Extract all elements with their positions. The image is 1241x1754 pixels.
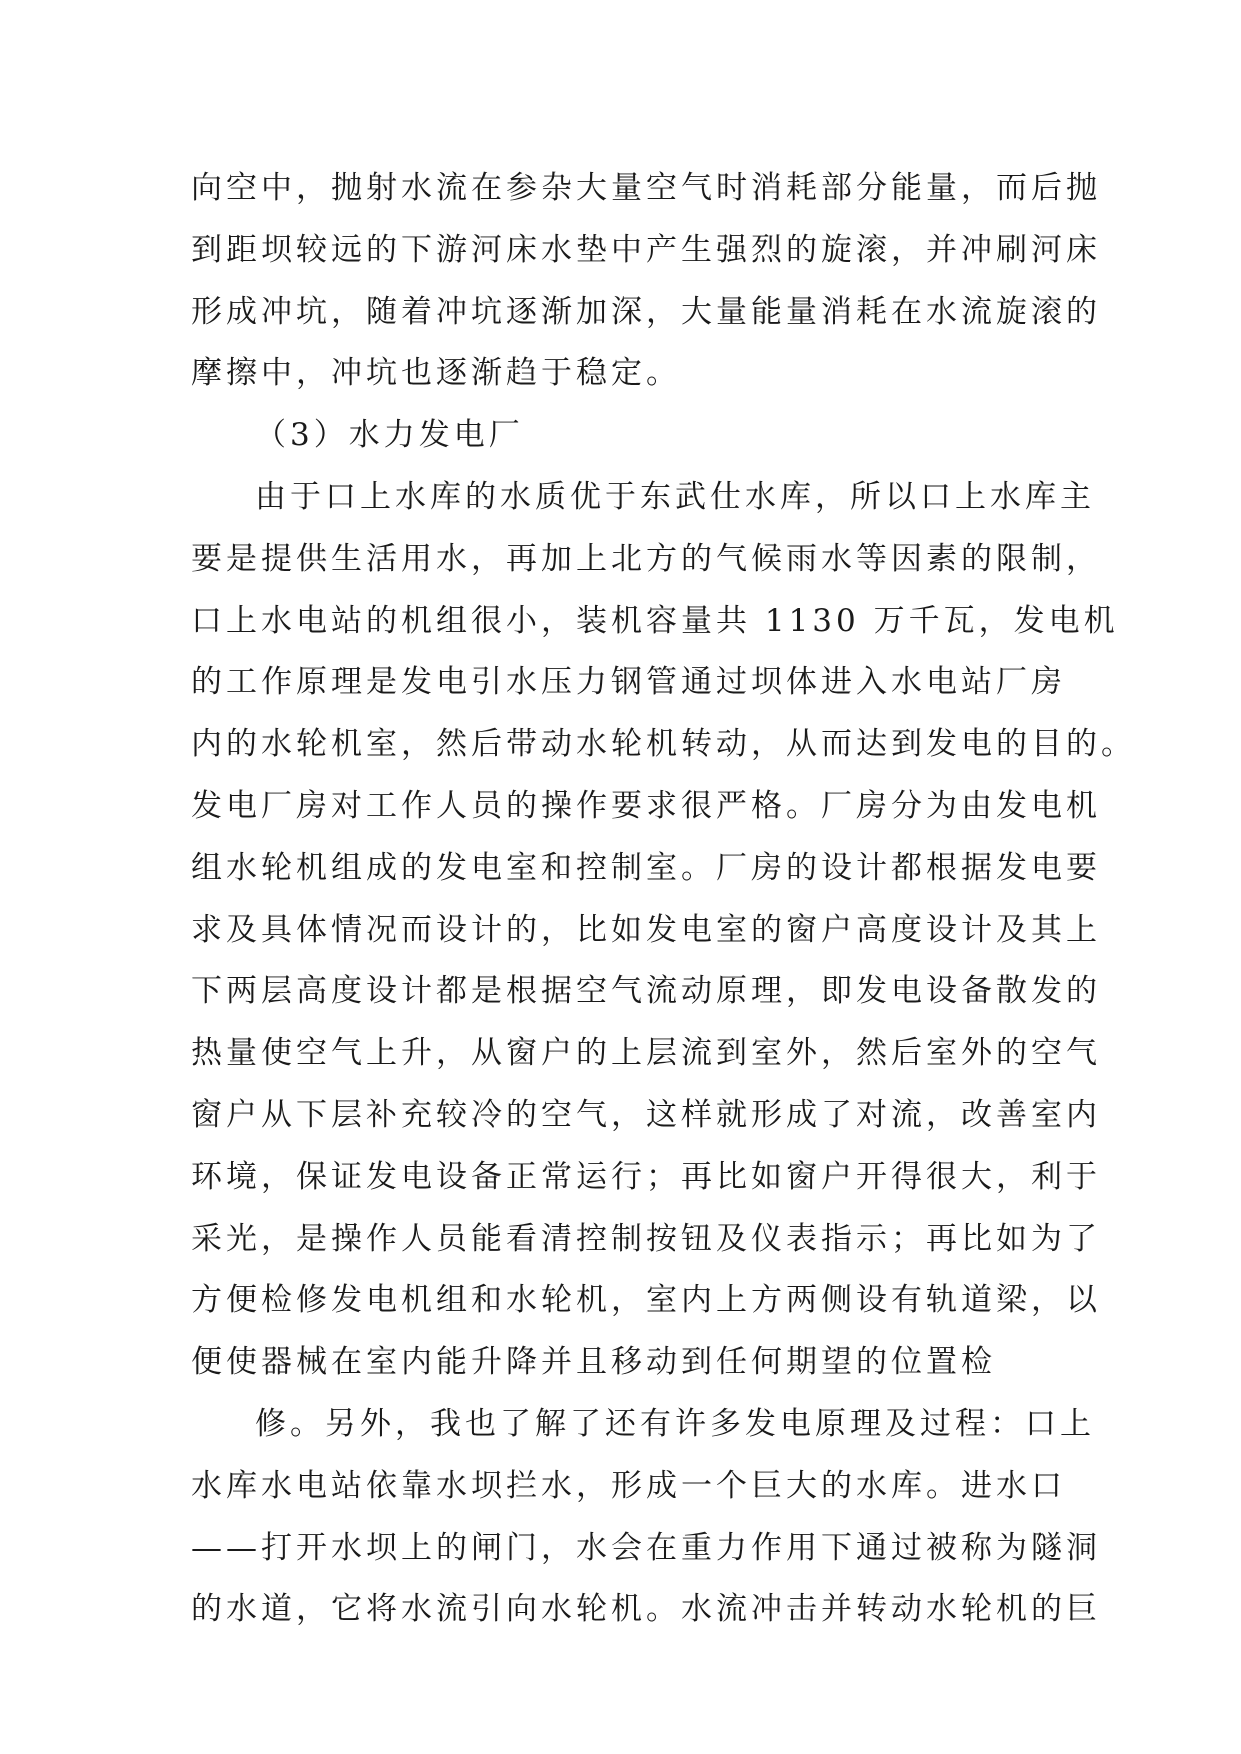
- text-line: 的水道，它将水流引向水轮机。水流冲击并转动水轮机的巨: [191, 1591, 1101, 1628]
- text-line: ——打开水坝上的闸门，水会在重力作用下通过被称为隧洞: [191, 1529, 1101, 1566]
- document-body: [191, 158, 1136, 1641]
- text-line: 环境，保证发电设备正常运行；再比如窗户开得很大，利于: [191, 1158, 1101, 1195]
- text-line: 的工作原理是发电引水压力钢管通过坝体进入水电站厂房: [191, 664, 1066, 701]
- text-line: 到距坝较远的下游河床水垫中产生强烈的旋滚，并冲刷河床: [191, 231, 1101, 268]
- text-line: 口上水电站的机组很小，装机容量共 1130 万千瓦，发电机: [191, 602, 1119, 639]
- text-line: 水库水电站依靠水坝拦水，形成一个巨大的水库。进水口: [191, 1467, 1066, 1504]
- text-line: 热量使空气上升，从窗户的上层流到室外，然后室外的空气: [191, 1035, 1101, 1072]
- text-line: 下两层高度设计都是根据空气流动原理，即发电设备散发的: [191, 973, 1101, 1010]
- text-line: 发电厂房对工作人员的操作要求很严格。厂房分为由发电机: [191, 787, 1101, 824]
- text-line: 形成冲坑，随着冲坑逐渐加深，大量能量消耗在水流旋滚的: [191, 293, 1101, 330]
- text-line: 组水轮机组成的发电室和控制室。厂房的设计都根据发电要: [191, 849, 1101, 886]
- paragraph-first-line: 修。另外，我也了解了还有许多发电原理及过程：口上: [255, 1405, 1095, 1442]
- text-line: 窗户从下层补充较冷的空气，这样就形成了对流，改善室内: [191, 1096, 1101, 1133]
- text-line: 摩擦中，冲坑也逐渐趋于稳定。: [191, 355, 681, 392]
- text-line: 要是提供生活用水，再加上北方的气候雨水等因素的限制，: [191, 540, 1101, 577]
- text-line: 采光，是操作人员能看清控制按钮及仪表指示；再比如为了: [191, 1220, 1101, 1257]
- text-line: 向空中，抛射水流在参杂大量空气时消耗部分能量，而后抛: [191, 170, 1101, 206]
- text-line: 方便检修发电机组和水轮机，室内上方两侧设有轨道梁，以: [191, 1282, 1101, 1319]
- paragraph-first-line: 由于口上水库的水质优于东武仕水库，所以口上水库主: [255, 478, 1095, 515]
- text-line: 内的水轮机室，然后带动水轮机转动，从而达到发电的目的。: [191, 726, 1136, 763]
- section-heading: （3）水力发电厂: [255, 417, 524, 454]
- text-line: 便使器械在室内能升降并且移动到任何期望的位置检: [191, 1344, 996, 1381]
- text-line: 求及具体情况而设计的，比如发电室的窗户高度设计及其上: [191, 911, 1101, 948]
